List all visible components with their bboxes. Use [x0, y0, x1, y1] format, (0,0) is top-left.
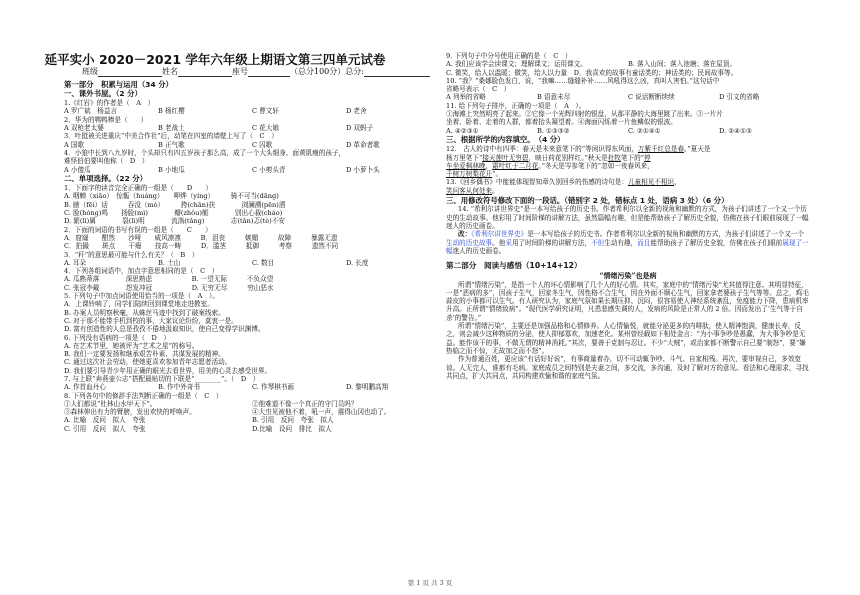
option: C. 微笑，给人以温暖；微笑，给人以力量 D．我喜欢的故事有童话类的；神话类的；民间故事等。	[446, 68, 738, 77]
answer: 停	[644, 153, 651, 162]
seat-field[interactable]	[248, 67, 290, 77]
option: D 革命者歌	[346, 140, 380, 149]
answer: 千树万树梨花开	[446, 170, 493, 179]
option: C 曹文轩	[252, 107, 279, 116]
text: 能帮助孩子了解历史全貌，仿佛在孩子们眼前	[650, 238, 783, 247]
option: A. 作首血丹心	[64, 383, 106, 392]
option: D. 繁(lì)属 裂(lì)明 流淌(tǎng) 志(tǎn)忑(tè)不安	[64, 217, 285, 226]
text: 。”夏天是	[684, 145, 711, 154]
part1-title: 第一部分 积累与运用（34 分）	[64, 79, 173, 89]
total-label: （总分100分）总分:	[290, 67, 364, 76]
article-paragraph: 作为普通百姓，更应该“有话好好说”，有事商量着办，切不可动辄争吵、斗气、自家相残。再次，要审视自己，多效宽谅。人无完人，谁都有毛病。家庭成员之间特别是夫妻之间，多交流，多沟通，及时了解对方的意见。看法和心理需求，寻找共同点，扩大共同点，共同构建欢愉和谐的家庭气氛。	[446, 355, 809, 380]
text: 是一本写给孩子的历史书。作者希利尔以全新的视角和幽默的方式，为孩子们讲述了一个又一个	[527, 230, 805, 239]
section2-title: 二、单项选择。（22 分）	[64, 174, 148, 184]
question-8: 4．下列各组词语中，加点字意思相同的是（ C ）	[64, 267, 219, 276]
question-14: 10. “我？”桑娜脸色发白，说，“我嘛……缝缝补补……风吼得这么凶，真叫人害怕。”这句话中	[446, 76, 720, 85]
class-label: 班级	[82, 67, 98, 76]
option: A. 比喻 反问 拟人 夸张	[64, 416, 146, 425]
option: B 杨红樱	[158, 107, 185, 116]
question-9: 5. 下列句子中加点词语使用恰当的一项是（ A ）。	[64, 292, 219, 301]
article-paragraph: 所谓“情绪污染”，主要还是加强品格和心情修养。人心情愉悦，就能分泌更多的内啡肽，使人精神饱满，健康长寿，反之，则会减少这种物质的分泌，使人抑郁寡欢，加速老化。某州曾经载如下相处金言：“为小事争吵是愚蠢，为大事争吵是无益。能作该干的事，不做无谓的精神消耗。”其次，要善于克制与忍让。不少“大贼”，或治家都不断警示自己要“制怒”，要“嫌热临之而不惊，无故加之而不怒”。	[446, 322, 806, 355]
question-17: 13.《回乡偶书》中能能体现智知章久别回乡的伤感的诗句是：儿童相见不相识，	[446, 178, 681, 187]
text: ，	[485, 161, 493, 170]
option: C 囚歌	[252, 140, 273, 149]
name-label: 姓名	[162, 67, 178, 76]
option: B. 腋（fēi）话 吞没（mò） 挎(chān)扶 浏澜溯(pēn)洒	[64, 200, 286, 209]
option: B 正气歌	[158, 140, 185, 149]
revision-mark: 生动的历史故事	[446, 238, 493, 247]
section4-title: 三、用修改符号修改下面的一段话。（错别字 2 处，错标点 1 处，语病 3 处）（6 分）	[446, 195, 729, 205]
text: 13.《回乡偶书》中能能体现智知章久别回乡的伤感的诗句是：	[446, 178, 628, 187]
answer: 笑问客从何处来	[446, 186, 493, 195]
text: 生动有趣，	[604, 238, 638, 247]
option: B. 作中外奇书	[158, 383, 201, 392]
option: B. 土山	[158, 258, 181, 267]
option: A. 耳朵	[64, 258, 87, 267]
question-5: 1．下面字的读音完全正确的一组是（ D ）	[64, 184, 212, 193]
question-18-text: 14. “希利尔讲世界史”是一本写给孩子的历史书。作者希利尔以全新的视角和幽默的方式，为孩子们讲述了一个又一个历史的生动故事。他彩用了时间阶梯的讲解方法，虽然篇幅有趣，但是能帮助孩子了解历史全貌，仿佛在孩子们眼前展现了一幅迷人的历史画卷。	[446, 205, 809, 230]
revision-mark: 《希利尔讲世界史》	[471, 230, 528, 239]
option: C. 作琴棋书画	[252, 383, 294, 392]
option: A. 咽蝉（xiāo） 惊骺（huáng） 呷烨（yíng） 骑不可当(dāng)	[64, 192, 279, 201]
option: A 罗广斌 杨益言	[64, 107, 118, 116]
option: D 小萝卜头	[346, 165, 380, 174]
question-17-cont: 笑问客从何处来。	[446, 186, 499, 195]
option: A. 在艺术节里，她被评为“艺术之星”的称号。	[64, 341, 199, 350]
question-14-options	[446, 93, 810, 101]
sentence: ②他难道不像一个真正的守门员吗？	[252, 399, 358, 408]
option: B 语意未尽	[537, 93, 571, 102]
option: A 列举的省略	[446, 93, 486, 102]
question-11: 7. 与上联“奔燕壶公志”搭配最贴切的下联是“________”。（ D ）	[64, 374, 260, 383]
question-1: 1.《红岩》的作者是（ A ）	[64, 99, 155, 108]
question-16-line1	[446, 145, 810, 153]
answer: 杜牧	[607, 153, 621, 162]
question-16-line2	[446, 154, 810, 162]
sentence: ④大虫见被他不着，吼一声，震得山冈也动了。	[252, 408, 391, 417]
option: D. 黎明鹏高翔	[346, 383, 389, 392]
option: C 小剪头青	[252, 165, 286, 174]
revision-mark: 展现了一幅	[446, 238, 809, 255]
revision-mark: 而且	[637, 238, 651, 247]
text: ，映日荷花别样红。”秋天是	[528, 153, 608, 162]
question-7: 3．“秆”的意思最可能与什么有关？（ B ）	[64, 250, 199, 259]
page-footer: 第 1 页 共 3 页	[407, 579, 453, 587]
question-11-options	[64, 383, 440, 391]
seat-label: 座号	[232, 67, 248, 76]
text: 12. 古人的诗中有四季：春天是未来意笔下的“等闲识得东风面，	[446, 145, 638, 154]
option: C 花大娘	[252, 124, 279, 133]
text: ”。	[492, 170, 503, 179]
question-15-options	[446, 127, 810, 135]
article-paragraph: 所谓“情绪污染”，是指一个人的坏心情影响了几个人的好心情。其实，家庭中的“情绪污染”尤其值得注意。其明显特征，一是“恶病的多”，因孩子生气，回家冬生气，因性格不合生气，因在外面不顺心生气，回家拿老婆孩子生气等等。总之，鸡毛蒜皮的小事都可以生气。有人研究认为，家庭气氛如果长期压抑、沉闷，很容易使人神经系统紊乱，免疫能力下降，患病机率升高。正所谓“情绪致病”。“现代医学研究证明，凡患悲感失调的人，发病的风险是正常人的 2 倍。因而发出了‘生气等于自杀’的警告。”	[446, 280, 809, 322]
answer: 接天莲叶无穷碧	[482, 153, 529, 162]
right-column	[446, 52, 810, 380]
question-3: 3．叶挺被关进重庆“中美合作社”后，动笔在四室的墙壁上写了（ C ）	[64, 132, 278, 141]
answer: 万紫千红总是春	[637, 145, 685, 154]
question-16-line3	[446, 162, 810, 170]
option: A 小傻瓜	[64, 165, 91, 174]
section3-title: 三、根据所学的内容填空。 （4 分）	[446, 135, 565, 145]
sentence: ①人们都说“杜林山水甲天下”。	[64, 399, 157, 408]
option: A. 我们应该学会读课文；理解课文；运用课文。	[446, 60, 587, 69]
option: B 小地瓜	[158, 165, 185, 174]
option: D 双蚂子	[346, 124, 374, 133]
option: C. 数目	[252, 258, 275, 267]
question-12-options	[64, 416, 440, 424]
option: C. 通过这次社会劳动，使她更喜欢参加青年志愿者活动。	[64, 358, 232, 367]
question-10: 6. 下列没有语病的一项是（ D ）	[64, 333, 170, 342]
question-15-text-cont: 坐着、卧着、走着的人群，都着抬头凝望着。④海面闪烁着一片鱼鳞似的银波。	[446, 118, 677, 127]
option: A. ④②③①	[446, 126, 479, 135]
question-15-text: ①海滩上突然明亮了起来。②它像一个光辉四射的银盘，从那平静的大海里跳了出来。③一片片	[446, 110, 723, 119]
sentence: ③森林伸出有力的臂膀，发出欢快的呼唤声。	[64, 408, 196, 417]
question-13-options	[446, 60, 810, 68]
question-7-options	[64, 259, 440, 267]
option: D 老舍	[346, 107, 367, 116]
text: 笔下的“	[620, 153, 645, 162]
revised-text	[446, 230, 810, 255]
text: 迷人的历史画卷。	[452, 246, 506, 255]
text: 用了时间阶梯的讲解方法，	[511, 238, 592, 247]
answer: 霜叶红于二月花	[492, 161, 539, 170]
revision-mark: 采	[505, 238, 512, 247]
option: C. 张冠李戴 怨发冲冠 D. 无穷无尽 穷山恶水	[64, 283, 274, 292]
total-field[interactable]	[364, 67, 430, 77]
student-info-line	[82, 66, 430, 77]
class-field[interactable]	[98, 67, 162, 77]
article-title: “情绪污染”也是病	[599, 271, 657, 280]
text: 杨万里笔下“	[446, 153, 483, 162]
answer: 车坐爱枫林晚	[446, 161, 486, 170]
option: C. 脸(hóng)鸣 扬脸(mì) 瓣(zhǒu)艇 别出心裁(cháo)	[64, 209, 283, 218]
question-3-options	[64, 141, 440, 149]
answer: 儿童相见不相识	[627, 178, 675, 187]
option: D. 富有创造性的人总是孜孜不倦地汲取知识，使自己变得学识渊博。	[64, 325, 265, 334]
question-4-cont: 难怪伯伯要叫他称（ D ）	[64, 157, 149, 166]
question-16-line4	[446, 170, 810, 178]
question-12-sentences	[64, 400, 440, 408]
question-12-options	[64, 425, 440, 433]
option: A．上课铃响了，同学们陆续回到课堂地走进教室。	[64, 300, 214, 309]
text: 。”冬天是岑参笔下的“忽如一夜春风来，	[538, 161, 654, 170]
question-12: 8. 下列各句中的修辞手法判断正确的一组是（ C ）	[64, 391, 223, 400]
option: C. ②①④①	[628, 126, 661, 135]
option: D. 我们要引导青少年用正确的眼光去看世界，用美的心灵去感受世界。	[64, 366, 272, 375]
option: A．窟窿 酣然 沙哑 威风凛凛 B．沮丧 嫉媚 故障 暴露无遗	[64, 233, 338, 242]
revise-label: 改：	[458, 230, 472, 239]
question-12-sentences	[64, 408, 440, 416]
option: B 老战士	[158, 124, 185, 133]
revision-mark: 不但	[591, 238, 605, 247]
option: B. 我们一定要发扬和继承艰苦朴素、共谋发展的精神。	[64, 350, 225, 359]
option: B. 引用 反问 夸张 拟人	[252, 416, 334, 425]
option: C 说话断断续续	[628, 93, 675, 102]
option: D. 长度	[346, 258, 369, 267]
question-15: 11. 给下列句子排序，正确的一项是（ A ）。	[446, 101, 586, 110]
section1-title: 一、课外书屋。（2 分）	[64, 89, 142, 99]
question-14-cont: 省略号表示（ C ）	[446, 85, 511, 94]
option: D. ②④①③	[719, 126, 752, 135]
text: 。他	[492, 238, 506, 247]
left-column	[64, 79, 440, 433]
name-field[interactable]	[178, 67, 232, 77]
question-1-options	[64, 107, 440, 115]
option: B. ①③③②	[537, 126, 570, 135]
option: C. 对于那不能带手机到校的事，大家议论纷纷，莫衷一是。	[64, 316, 238, 325]
question-6: 2．下面的词语的书写有误的一组是（ C ）	[64, 225, 212, 234]
exam-title: 延平实小 2020－2021 学年六年级上期语文第三四单元试卷	[44, 52, 386, 67]
option: C. 引用 反问 拟人 夸张	[64, 424, 146, 433]
option: A 双枪老太婆	[64, 124, 104, 133]
question-4-options	[64, 166, 440, 174]
option: A 国歌	[64, 140, 85, 149]
option: D 引文的省略	[719, 93, 760, 102]
question-2-options	[64, 124, 440, 132]
part2-title: 第二部分 阅读与感悟（10+14+12）	[446, 261, 582, 271]
question-13: 9. 下列句子中分号使用正确的是（ C ）	[446, 52, 572, 60]
option: B. 办案人员明察秋毫，从蛛丝马迹中找到了破案线索。	[64, 308, 225, 317]
option: A. 瓜熟蒂落 深思熟虑 B. 一望无际 不负众望	[64, 275, 274, 284]
option: C．拍撮 斑点 干瘪 技高一畴 D．滥茎 抵御 考察 遗然不同	[64, 242, 339, 251]
option: D.比喻 设问 排比 拟人	[252, 424, 332, 433]
option: B. 落入山间；落入池塘；落在屋顶。	[628, 60, 736, 69]
question-2: 2．华为的鸭鸭棒是（ ）	[64, 115, 148, 124]
question-4: 4．小狼中长到八九岁时，个头却只有四五岁孩子那么高，成了一个大头细身、面黄肌瘦的孩子，	[64, 148, 346, 157]
